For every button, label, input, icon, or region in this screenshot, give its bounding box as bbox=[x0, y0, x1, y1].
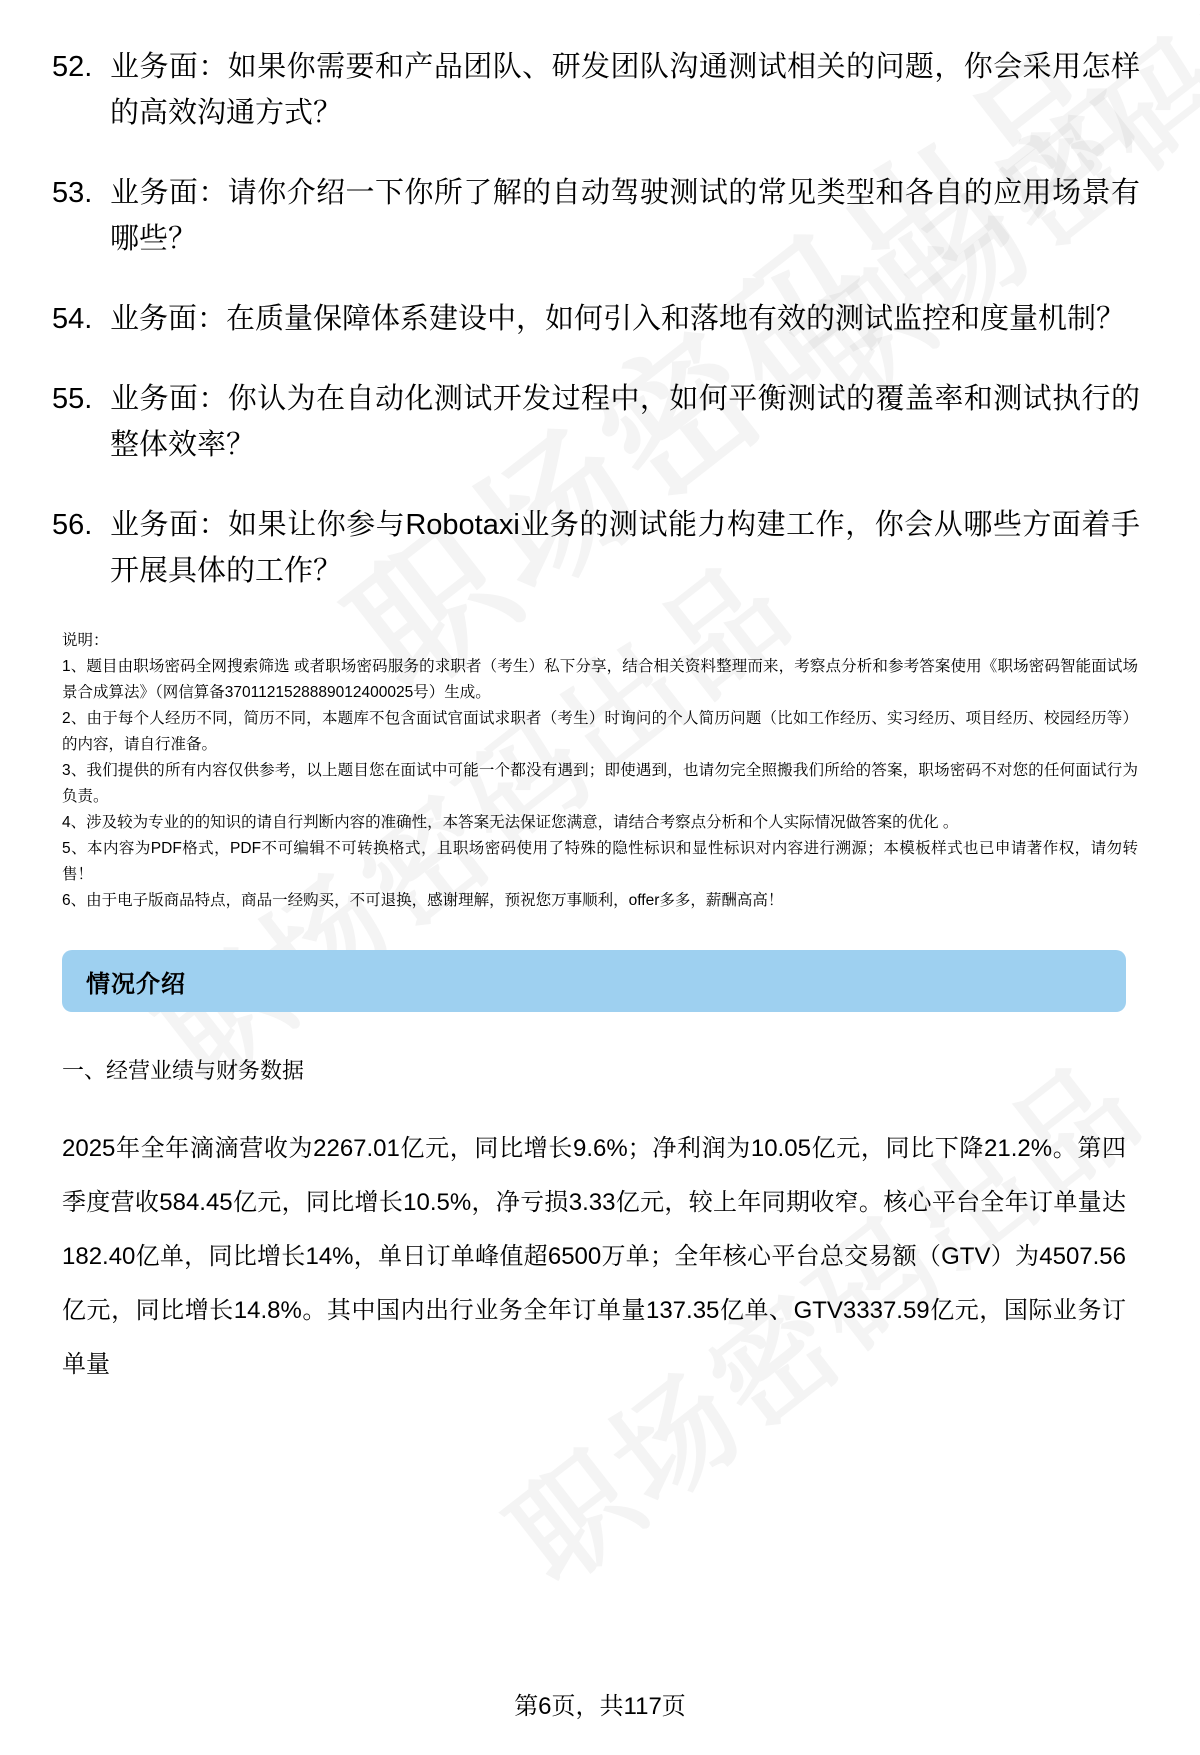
note-item: 2、由于每个人经历不同，简历不同，本题库不包含面试官面试求职者（考生）时询问的个人简历问题（比如工作经历、实习经历、项目经历、校园经历等）的内容，请自行准备。 bbox=[62, 710, 1138, 753]
section-heading: 一、经营业绩与财务数据 bbox=[62, 1058, 305, 1083]
section-banner-title: 情况介绍 bbox=[86, 970, 186, 998]
notes-block bbox=[48, 628, 1140, 914]
question-item bbox=[48, 44, 1140, 136]
question-number: 55. bbox=[52, 383, 93, 415]
question-item bbox=[48, 376, 1140, 468]
note-item: 4、涉及较为专业的的知识的请自行判断内容的准确性，本答案无法保证您满意，请结合考察点分析和个人实际情况做答案的优化 。 bbox=[62, 814, 959, 831]
question-text: 业务面：如果让你参与Robotaxi业务的测试能力构建工作，你会从哪些方面着手开展具体的工作？ bbox=[110, 509, 1140, 587]
question-number: 54. bbox=[52, 303, 93, 335]
question-text: 业务面：你认为在自动化测试开发过程中，如何平衡测试的覆盖率和测试执行的整体效率？ bbox=[110, 383, 1140, 461]
question-list bbox=[48, 44, 1140, 594]
question-item bbox=[48, 170, 1140, 262]
question-item bbox=[48, 296, 1140, 342]
section-paragraph: 2025年全年滴滴营收为2267.01亿元，同比增长9.6%；净利润为10.05亿元，同比下降21.2%。第四季度营收584.45亿元，同比增长10.5%，净亏损3.33亿元，较上年同期收窄。核心平台全年订单量达182.40亿单，同比增长14%，单日订单峰值超6500万单；全年核心平台总交易额（GTV）为4507.56亿元，同比增长14.8%。其中国内出行业务全年订单量137.35亿单、GTV3337.59亿元，国际业务订单量 bbox=[62, 1135, 1126, 1378]
question-number: 53. bbox=[52, 177, 93, 209]
note-item: 6、由于电子版商品特点，商品一经购买，不可退换，感谢理解，预祝您万事顺利，offer多多，薪酬高高！ bbox=[62, 892, 784, 909]
notes-title: 说明： bbox=[62, 632, 109, 649]
note-item: 5、本内容为PDF格式，PDF不可编辑不可转换格式，且职场密码使用了特殊的隐性标识和显性标识对内容进行溯源；本模板样式也已申请著作权，请勿转售！ bbox=[62, 840, 1138, 883]
section-banner bbox=[62, 950, 1126, 1012]
note-item: 1、题目由职场密码全网搜索筛选 或者职场密码服务的求职者（考生）私下分享，结合相关资料整理而来，考察点分析和参考答案使用《职场密码智能面试场景合成算法》（网信算备3701121528889012400025号）生成。 bbox=[62, 658, 1138, 701]
question-item bbox=[48, 502, 1140, 594]
page-footer: 第6页，共117页 bbox=[514, 1693, 686, 1720]
question-text: 业务面：请你介绍一下你所了解的自动驾驶测试的常见类型和各自的应用场景有哪些？ bbox=[110, 177, 1140, 255]
question-text: 业务面：如果你需要和产品团队、研发团队沟通测试相关的问题，你会采用怎样的高效沟通方式？ bbox=[110, 51, 1140, 129]
question-number: 52. bbox=[52, 51, 93, 83]
question-text: 业务面：在质量保障体系建设中，如何引入和落地有效的测试监控和度量机制？ bbox=[110, 303, 1126, 335]
note-item: 3、我们提供的所有内容仅供参考，以上题目您在面试中可能一个都没有遇到；即使遇到，也请勿完全照搬我们所给的答案，职场密码不对您的任何面试行为负责。 bbox=[62, 762, 1138, 805]
question-number: 56. bbox=[52, 509, 93, 541]
